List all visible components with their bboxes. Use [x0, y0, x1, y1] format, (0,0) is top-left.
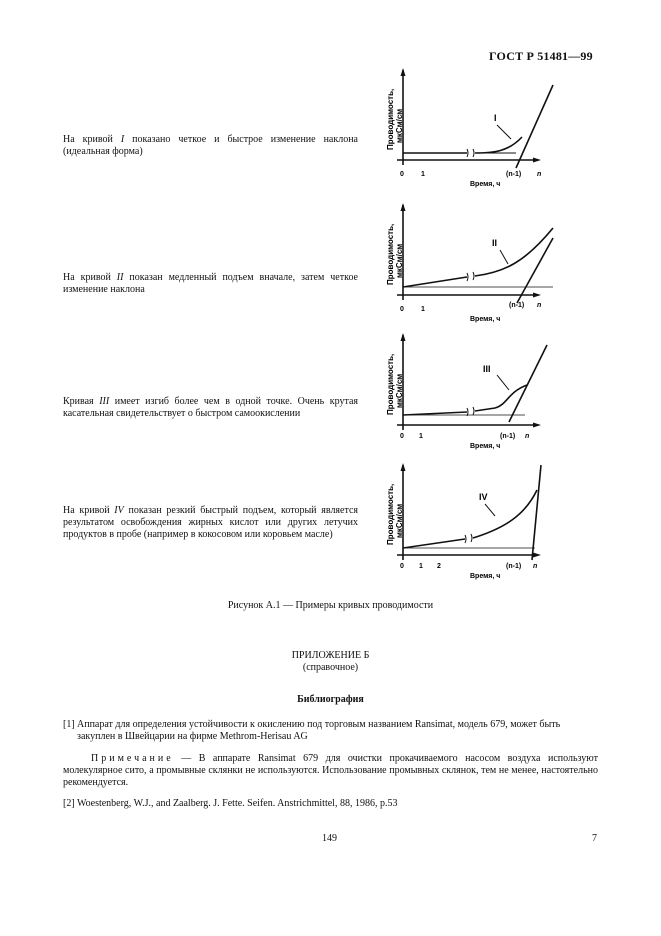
- appendix-subtitle: (справочное): [302, 662, 359, 673]
- x-tick-n1: (n-1): [500, 433, 516, 440]
- curve-label: III: [483, 364, 491, 374]
- curve-label: IV: [479, 492, 488, 502]
- standard-header: ГОСТ Р 51481—99: [489, 49, 593, 63]
- desc-prefix: На кривой: [63, 505, 115, 516]
- x-tick-1: 1: [421, 306, 425, 313]
- y-axis-arrow: [401, 203, 406, 211]
- x-tick-n: n: [525, 433, 530, 440]
- x-axis-label: Время, ч: [470, 443, 501, 450]
- label-pointer: [500, 250, 508, 264]
- appendix-name: ПРИЛОЖЕНИЕ Б: [291, 650, 370, 661]
- x-tick-1: 1: [419, 433, 423, 440]
- curve-roman-numeral: III: [99, 396, 110, 407]
- desc-text: показан медленный подъем вначале, затем четкое изменение наклона: [63, 272, 358, 295]
- curve-ii-graph: [375, 200, 575, 325]
- x-tick-0: 0: [400, 563, 404, 570]
- y-axis-arrow: [401, 68, 406, 76]
- x-axis-label: Время, ч: [470, 316, 501, 323]
- svg-text:мкСм/см: мкСм/см: [395, 243, 404, 278]
- x-axis-arrow: [533, 423, 541, 428]
- x-tick-n: n: [533, 563, 538, 570]
- bibliography-text: Аппарат для определения устойчивости к окислению под торговым названием Ransimat, модель 679, может быть закуплен в Швейцарии на фирме Methrom-Herisau AG: [77, 719, 561, 742]
- x-tick-1: 1: [421, 171, 425, 178]
- y-axis-label: [386, 89, 404, 150]
- x-tick-0: 0: [400, 433, 404, 440]
- curve-iii-description: [63, 396, 358, 420]
- bibliography-number: [2]: [63, 798, 75, 809]
- x-tick-n: n: [537, 171, 542, 178]
- desc-prefix: Кривая: [63, 396, 100, 407]
- x-axis-arrow: [533, 293, 541, 298]
- curve-label: I: [494, 113, 497, 123]
- desc-prefix: На кривой: [63, 134, 121, 145]
- bibliography-item: [63, 719, 598, 743]
- bibliography-item: [63, 798, 598, 810]
- label-pointer: [485, 504, 495, 516]
- svg-text:Проводимость,: Проводимость,: [386, 88, 395, 150]
- label-pointer: [497, 375, 509, 390]
- curve-iv-graph: [375, 460, 575, 585]
- x-tick-2: 2: [437, 563, 441, 570]
- x-axis-arrow: [533, 553, 541, 558]
- x-axis-arrow: [533, 158, 541, 163]
- y-axis-arrow: [401, 463, 406, 471]
- desc-prefix: На кривой: [63, 272, 117, 283]
- curve-iv-description: [63, 505, 358, 541]
- label-pointer: [497, 125, 511, 139]
- curve-i-description: [63, 134, 358, 158]
- x-axis-label: Время, ч: [470, 181, 501, 188]
- curve-iv-line: [403, 490, 537, 548]
- figure-caption: Рисунок А.1 — Примеры кривых проводимости: [227, 600, 434, 611]
- axis-break: [467, 272, 474, 281]
- bibliography-heading: Библиография: [297, 694, 364, 705]
- tangent-line: [516, 85, 553, 168]
- note-label: Примечание: [91, 753, 174, 764]
- y-axis-label: [386, 224, 404, 285]
- appendix-title: [0, 650, 661, 674]
- x-tick-0: 0: [400, 171, 404, 178]
- curve-label: II: [492, 238, 498, 248]
- curve-roman-numeral: I: [120, 134, 125, 145]
- y-axis-label: [386, 354, 404, 415]
- page-number-center: 149: [322, 833, 337, 844]
- tangent-line: [509, 345, 547, 422]
- x-tick-0: 0: [400, 306, 404, 313]
- x-tick-n1: (n-1): [506, 563, 522, 570]
- y-axis-arrow: [401, 333, 406, 341]
- x-tick-n1: (n-1): [506, 171, 522, 178]
- x-tick-n1: (n-1): [509, 302, 525, 309]
- bibliography-text: Woestenberg, W.J., and Zaalberg. J. Fette. Seifen. Anstrichmittel, 88, 1986, p.53: [77, 798, 398, 809]
- page-number-right: 7: [592, 833, 597, 844]
- axis-break: [465, 534, 472, 543]
- svg-text:мкСм/см: мкСм/см: [395, 503, 404, 538]
- note-paragraph: [63, 753, 598, 789]
- curve-i-line: [403, 137, 522, 153]
- svg-text:Проводимость,: Проводимость,: [386, 483, 395, 545]
- x-tick-1: 1: [419, 563, 423, 570]
- y-axis-label: [386, 484, 404, 545]
- svg-text:Проводимость,: Проводимость,: [386, 353, 395, 415]
- curve-i-graph: [375, 65, 575, 190]
- curve-roman-numeral: IV: [114, 505, 124, 516]
- bibliography-number: [1]: [63, 719, 75, 730]
- x-axis-label: Время, ч: [470, 573, 501, 580]
- tangent-line: [532, 465, 541, 560]
- axis-break: [467, 149, 474, 157]
- svg-text:мкСм/см: мкСм/см: [395, 108, 404, 143]
- svg-text:Проводимость,: Проводимость,: [386, 223, 395, 285]
- desc-text: имеет изгиб более чем в одной точке. Очень крутая касательная свидетельствует о быстром самоокислении: [63, 396, 358, 419]
- note-text: — В аппарате Ransimat 679 для очистки прокачиваемого насосом воздуха используют молекулярное сито, а промывные склянки не используются. Использование промывных склянок, тем не менее, настоятельно рекомендуется.: [63, 753, 598, 788]
- desc-text: показан резкий быстрый подъем, который является результатом освобождения жирных кислот или других летучих продуктов в пробе (например в кокосовом или коровьем масле): [63, 505, 358, 540]
- svg-text:мкСм/см: мкСм/см: [395, 373, 404, 408]
- x-tick-n: n: [537, 302, 542, 309]
- desc-text: показано четкое и быстрое изменение наклона (идеальная форма): [63, 134, 358, 157]
- curve-roman-numeral: II: [116, 272, 124, 283]
- curve-ii-description: [63, 272, 358, 296]
- curve-iii-graph: [375, 330, 575, 455]
